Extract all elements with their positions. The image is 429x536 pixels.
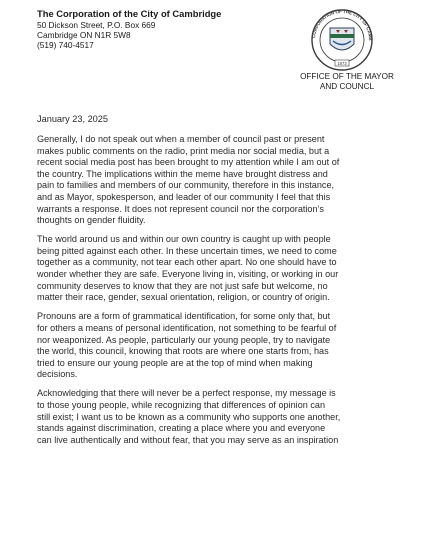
text-line: nor weaponized. As people, particularly our young people, try to navigate xyxy=(37,334,331,345)
office-of-the-mayor xyxy=(282,72,412,92)
text-line: warrants a response. It does not represent council nor the corporation’s xyxy=(37,203,324,214)
address-line-1: 50 Dickson Street, P.O. Box 669 xyxy=(37,19,156,30)
text-line: wonder whether they are safe. Everyone living in, visiting, or working in our xyxy=(37,269,339,280)
text-line: still exist; I want us to be known as a community who supports one another, xyxy=(37,411,341,422)
organization-name: The Corporation of the City of Cambridge xyxy=(37,8,222,19)
text-line: Pronouns are a form of grammatical identification, for some only that, but xyxy=(37,311,331,322)
paragraph-2 xyxy=(37,234,409,304)
text-line: recent social media post has been brought to my attention while I am out of xyxy=(37,157,340,168)
office-line-1: OFFICE OF THE MAYOR xyxy=(300,72,394,81)
text-line: tried to ensure our young people are at the top of mind when making xyxy=(37,357,313,368)
text-line: community deserves to know that they are not just safe but welcome, no xyxy=(37,280,328,291)
text-line: thoughts on gender fluidity. xyxy=(37,215,146,226)
text-line: stands against discrimination, creating a place where you and everyone xyxy=(37,423,326,434)
text-line: Acknowledging that there will never be a perfect response, my message is xyxy=(37,388,336,399)
text-line: makes public comments on the radio, print media nor social media, but a xyxy=(37,145,330,156)
text-line: Generally, I do not speak out when a member of council past or present xyxy=(37,134,325,144)
text-line: the world, this council, knowing that roots are where one starts from, has xyxy=(37,346,329,357)
letterhead xyxy=(37,8,221,50)
svg-text:1973: 1973 xyxy=(337,60,347,66)
paragraph-3 xyxy=(37,311,409,381)
paragraph-4 xyxy=(37,388,409,446)
letter-body xyxy=(37,134,409,454)
text-line: can live authentically and without fear, that you may serve as an inspiration xyxy=(37,434,339,445)
text-line: for others a means of personal identification, not something to be fearful of xyxy=(37,322,337,333)
text-line: matter their race, gender, sexual orientation, religion, or country of origin. xyxy=(37,292,330,303)
phone-number: (519) 740-4517 xyxy=(37,39,94,50)
text-line: the country. The implications within the meme have brought distress and xyxy=(37,168,328,179)
paragraph-1 xyxy=(37,134,409,227)
city-seal-icon xyxy=(306,8,378,72)
text-line: pain to families and members of our community, therefore in this instance, xyxy=(37,180,335,191)
svg-text:CORPORATION OF THE CITY OF CAM: CORPORATION OF THE CITY OF CAMB xyxy=(311,8,374,41)
text-line: decisions. xyxy=(37,369,78,380)
text-line: to those young people, while recognizing that differences of opinion can xyxy=(37,399,325,410)
letter-date: January 23, 2025 xyxy=(37,114,109,124)
office-line-2: AND COUNCL xyxy=(319,82,375,92)
text-line: and as Mayor, spokesperson, and leader of our community I feel that this xyxy=(37,191,331,202)
text-line: The world around us and within our own country is caught up with people xyxy=(37,234,331,245)
text-line: being pitted against each other. In these uncertain times, we need to come xyxy=(37,245,337,256)
text-line: together as a community, not tear each other apart. No one should have to xyxy=(37,257,337,268)
address-line-2: Cambridge ON N1R 5W8 xyxy=(37,29,131,40)
